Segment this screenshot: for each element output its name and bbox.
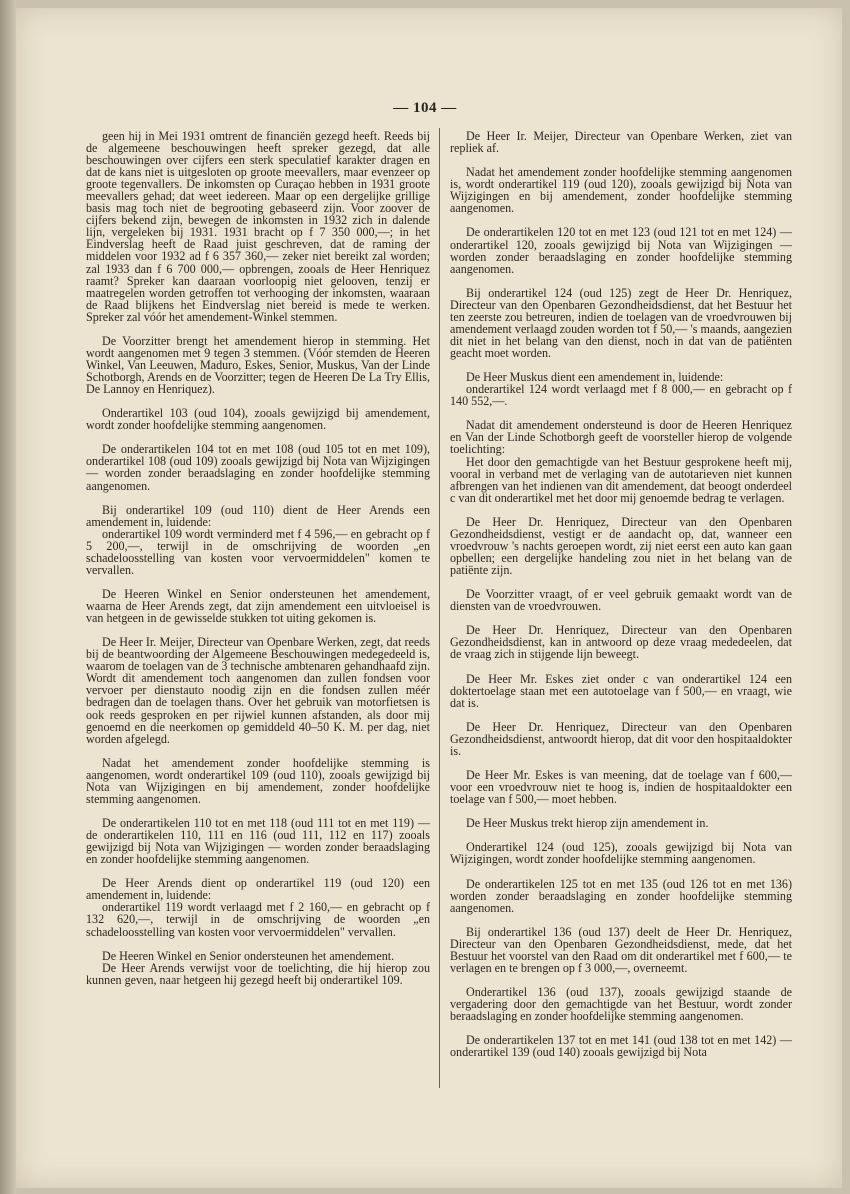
paragraph: De onderartikelen 137 tot en met 141 (oud 138 tot en met 142) — onderartikel 139 (oud 140) zooals gewijzigd bij Nota: [450, 1033, 792, 1060]
paragraph: Bij onderartikel 109 (oud 110) dient de Heer Arends een amendement in, luidende:: [86, 502, 430, 529]
paragraph: De Voorzitter vraagt, of er veel gebruik gemaakt wordt van de diensten van de vroedvrouwen.: [450, 587, 792, 614]
paragraph: De Heer Dr. Henriquez, Directeur van den Openbaren Gezondheidsdienst, antwoordt hierop, dat dit voor den hospitaaldokter is.: [450, 719, 792, 758]
paragraph: De Heer Arends verwijst voor de toelichting, die hij hierop zou kunnen geven, naar hetgeen hij gezegd heeft bij onderartikel 109.: [86, 960, 430, 987]
paragraph: De Heer Mr. Eskes is van meening, dat de toelage van f 600,— voor een vroedvrouw niet te hoog is, indien de hospitaaldokter een toelage van f 500,— moet hebben.: [450, 768, 792, 807]
paragraph: Onderartikel 124 (oud 125), zooals gewijzigd bij Nota van Wijzigingen, wordt zonder hoofdelijke stemming aangenomen.: [450, 840, 792, 867]
page-edge-shadow: [0, 0, 16, 1194]
page-number: — 104 —: [393, 100, 457, 116]
paragraph: onderartikel 109 wordt verminderd met f 4 596,— en gebracht op f 5 200,—, terwijl in de omschrijving de woorden „en schadeloosstelling van kosten voor vervoermiddelen" komen te vervallen.: [86, 526, 430, 577]
left-column: [86, 130, 430, 998]
column-divider: [439, 128, 440, 1088]
paragraph: De onderartikelen 110 tot en met 118 (oud 111 tot en met 119) — de onderartikelen 110, 111 en 116 (oud 111, 112 en 117) zooals gewijzigd bij Nota van Wijzigingen — worden zonder beraadslaging en zonder hoofdelijke stemming aangenomen.: [86, 816, 430, 867]
paragraph: Nadat dit amendement ondersteund is door de Heeren Henriquez en Van der Linde Schotborgh geeft de voorsteller hierop de volgende toelichting:: [450, 418, 792, 457]
paragraph: onderartikel 119 wordt verlaagd met f 2 160,— en gebracht op f 132 620,—, terwijl in de omschrijving de woorden „en schadeloosstelling van kosten voor vervoermiddelen" vervallen.: [86, 900, 430, 939]
paragraph: De Heer Dr. Henriquez, Directeur van den Openbaren Gezondheidsdienst, kan in antwoord op deze vraag mededeelen, dat de vraag zich in stijgende lijn beweegt.: [450, 623, 792, 662]
paragraph: De Heer Ir. Meijer, Directeur van Openbare Werken, ziet van repliek af.: [450, 129, 792, 156]
paragraph: Nadat het amendement zonder hoofdelijke stemming is aangenomen, wordt onderartikel 109 (oud 110), zooals gewijzigd bij Nota van Wijzigingen en bij amendement, zonder hoofdelijke stemming aangenomen.: [86, 755, 430, 806]
paragraph: De Heeren Winkel en Senior ondersteunen het amendement, waarna de Heer Arends zegt, dat zijn amendement een uitvloeisel is van hetgeen in de gewisselde stukken tot uiting gekomen is.: [86, 587, 430, 626]
paragraph: De onderartikelen 104 tot en met 108 (oud 105 tot en met 109), onderartikel 108 (oud 109) zooals gewijzigd bij Nota van Wijzigingen — worden zonder beraadslaging en zonder hoofdelijke stemming aangenomen.: [86, 442, 430, 493]
paragraph: geen hij in Mei 1931 omtrent de financiën gezegd heeft. Reeds bij de algemeene beschouwingen heeft spreker gezegd, dat alle beschouwingen over cijfers een sterk speculatief karakter dragen en dat de kans niet is uitgesloten op groote meevallers, maar evenzeer op groote tegenvallers. De inkomsten op Curaçao hebben in 1931 groote meevallers gehad; dat weet iedereen. Maar op een dergelijke grillige basis mag toch niet de begrooting gebaseerd zijn. Voor zoover de cijfers bekend zijn, bewegen de inkomsten in 1932 zich in dalende lijn, vergeleken bij 1931. 1931 bracht op f 7 350 000,—; in het Eindverslag heeft de Raad juist geschreven, dat de raming der middelen voor 1932 ad f 6 357 360,— zeker niet bereikt zal worden; zal 1933 dan f 6 700 000,— opbrengen, zooals de Heer Henriquez raamt? Spreker kan daaraan voorloopig niet gelooven, tenzij er maatregelen worden getroffen tot verhooging der inkomsten, waaraan de Raad blijkens het Eindverslag niet bereid is mede te werken. Spreker zal vóór het amendement-Winkel stemmen.: [86, 129, 430, 324]
paragraph: De Heer Ir. Meijer, Directeur van Openbare Werken, zegt, dat reeds bij de beantwoording der Algemeene Beschouwingen medegedeeld is, waarom de toelagen van de 3 technische ambtenaren gehandhaafd zijn. Wordt dit amendement toch aangenomen dan zullen fondsen voor vervoer per dienstauto noodig zijn en die fondsen zullen méér bedragen dan de toelagen thans. Over het gebruik van motorfietsen is ook reeds gesproken en per rijwiel kunnen afstanden, als door mij genoemd en die neerkomen op gemiddeld 40–50 K. M. per dag, niet worden afgelegd.: [86, 635, 430, 746]
paragraph: De Heer Dr. Henriquez, Directeur van den Openbaren Gezondheidsdienst, vestigt er de aandacht op, dat, wanneer een vroedvrouw 's nachts geroepen wordt, zij niet eerst een auto kan gaan opbellen; een dergelijke handeling zou niet in het belang van de patiënte zijn.: [450, 514, 792, 577]
paragraph: De Voorzitter brengt het amendement hierop in stemming. Het wordt aangenomen met 9 tegen 3 stemmen. (Vóór stemden de Heeren Winkel, Van Leeuwen, Maduro, Eskes, Senior, Muskus, Van der Linde Schotborgh, Arends en de Voorzitter; tegen de Heeren De La Try Ellis, De Lannoy en Henriquez).: [86, 333, 430, 397]
paragraph: De onderartikelen 120 tot en met 123 (oud 121 tot en met 124) — onderartikel 120, zooals gewijzigd bij Nota van Wijzigingen — worden zonder beraadslaging en zonder hoofdelijke stemming aangenomen.: [450, 225, 792, 276]
paragraph: Bij onderartikel 124 (oud 125) zegt de Heer Dr. Henriquez, Directeur van den Openbaren Gezondheidsdienst, dat het Bestuur het ten zeerste zou betreuren, indien de toelagen van de vroedvrouwen bij amendement verlaagd zouden worden tot f 50,— 's maands, aangezien dit niet in het belang van den dienst, noch in dat van de patiënten geacht moet worden.: [450, 285, 792, 360]
paragraph: De onderartikelen 125 tot en met 135 (oud 126 tot en met 136) worden zonder beraadslaging en zonder hoofdelijke stemming aangenomen.: [450, 876, 792, 915]
paragraph: Onderartikel 103 (oud 104), zooals gewijzigd bij amendement, wordt zonder hoofdelijke stemming aangenomen.: [86, 406, 430, 433]
right-column: [450, 130, 792, 1071]
paragraph: De Heer Mr. Eskes ziet onder c van onderartikel 124 een doktertoelage staan met een autotoelage van f 500,— en vraagt, wie dat is.: [450, 671, 792, 710]
paragraph: De Heer Arends dient op onderartikel 119 (oud 120) een amendement in, luidende:: [86, 876, 430, 903]
paragraph: Onderartikel 136 (oud 137), zooals gewijzigd staande de vergadering door den gemachtigde van het Bestuur, wordt zonder beraadslaging en zonder hoofdelijke stemming aangenomen.: [450, 985, 792, 1024]
paragraph: Bij onderartikel 136 (oud 137) deelt de Heer Dr. Henriquez, Directeur van den Openbaren Gezondheidsdienst, mede, dat het Bestuur het voorstel van den Raad om dit onderartikel met f 600,— te verlagen en te brengen op f 3 000,—, overneemt.: [450, 924, 792, 975]
paragraph: De Heer Muskus trekt hierop zijn amendement in.: [466, 816, 709, 831]
paragraph: Het door den gemachtigde van het Bestuur gesprokene heeft mij, vooral in verband met de verlaging van de autotarieven niet kunnen afbrengen van het indienen van dit amendement, dat beoogt onderdeel c van dit onderartikel met het door mij genoemde bedrag te verlagen.: [450, 454, 792, 505]
paragraph: Nadat het amendement zonder hoofdelijke stemming aangenomen is, wordt onderartikel 119 (oud 120), zooals gewijzigd bij Nota van Wijzigingen en bij amendement, zonder hoofdelijke stemming aangenomen.: [450, 165, 792, 216]
paragraph: onderartikel 124 wordt verlaagd met f 8 000,— en gebracht op f 140 552,—.: [450, 382, 792, 409]
paragraph: De Heer Muskus dient een amendement in, luidende:: [466, 370, 724, 385]
paragraph: De Heeren Winkel en Senior ondersteunen het amendement.: [102, 948, 395, 963]
